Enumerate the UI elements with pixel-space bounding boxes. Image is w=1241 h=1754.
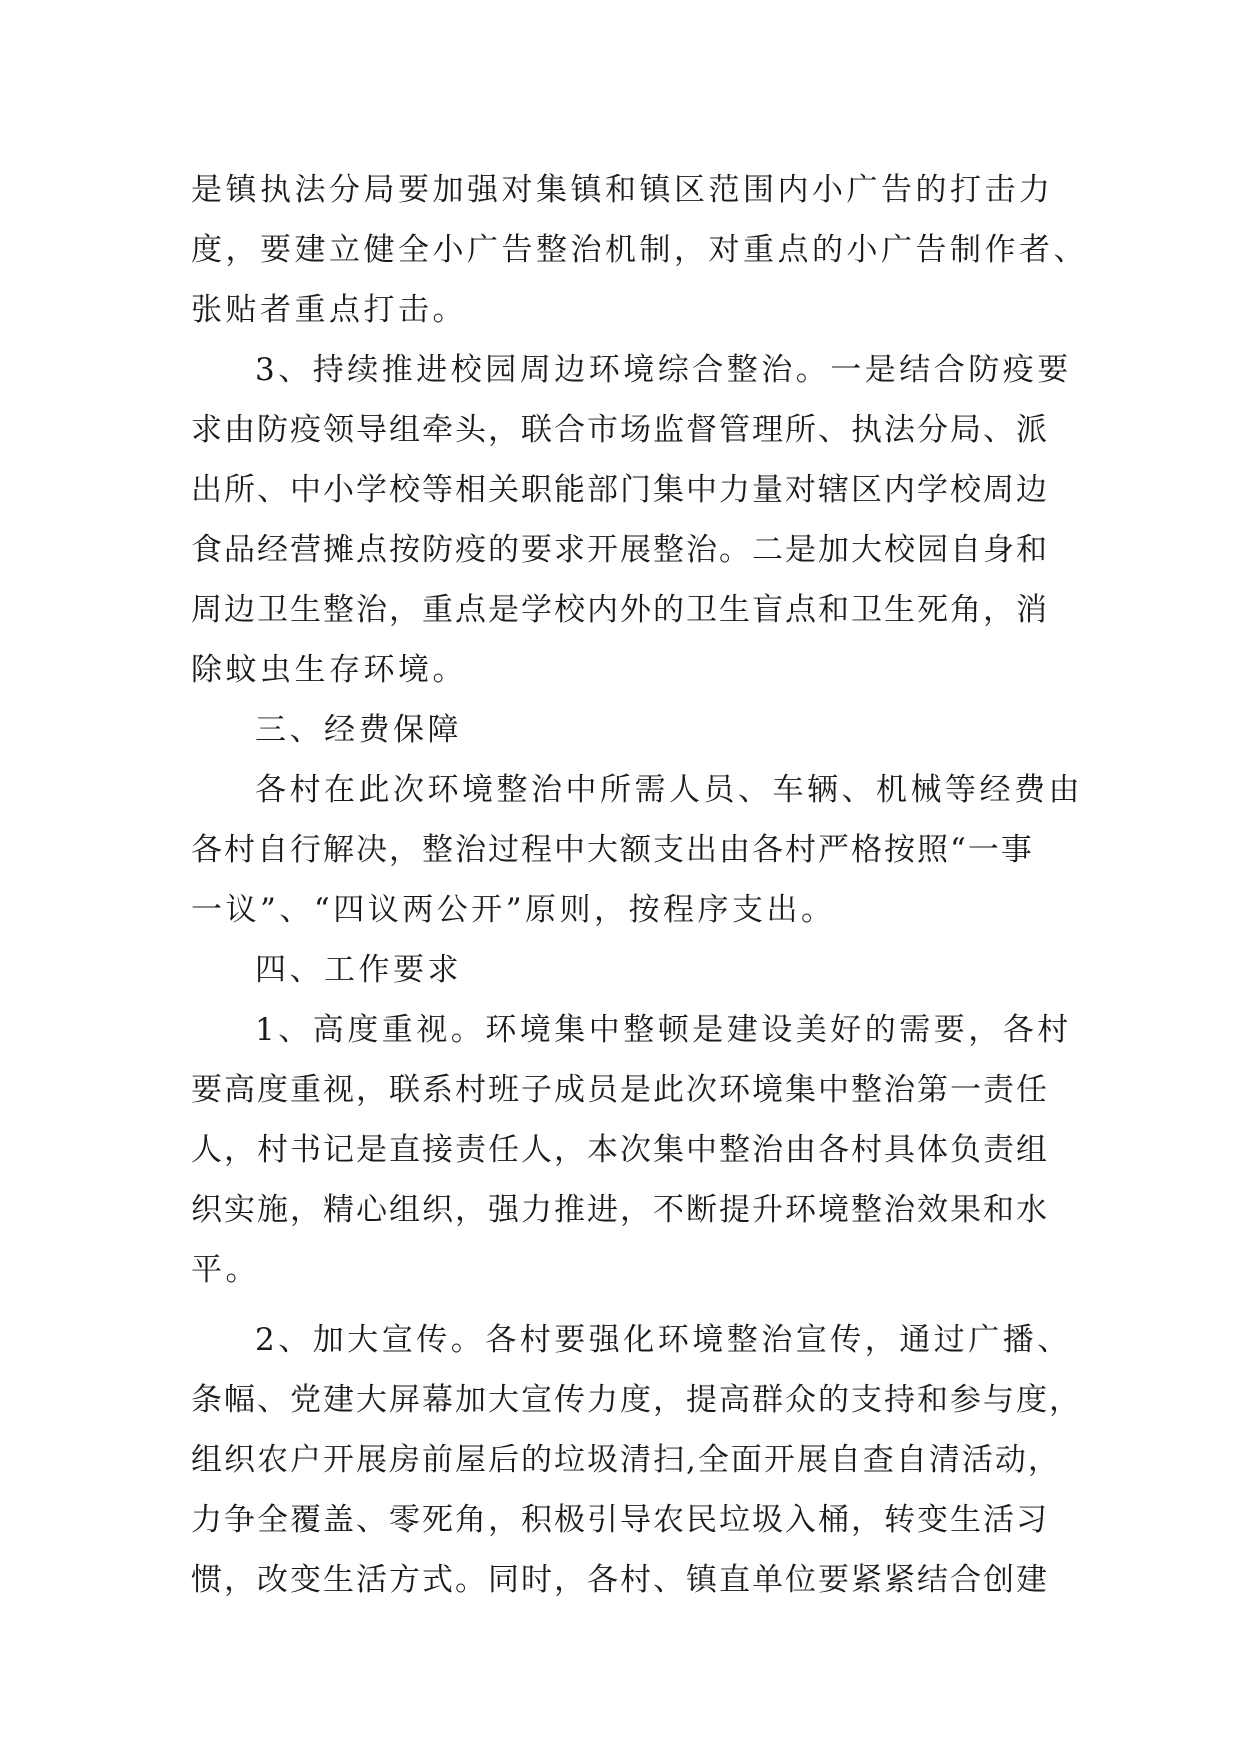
text-line: 各村自行解决，整治过程中大额支出由各村严格按照“一事 [191,832,1034,868]
text-line: 一议”、“四议两公开”原则，按程序支出。 [191,892,836,928]
paragraph-start-line: 各村在此次环境整治中所需人员、车辆、机械等经费由 [255,772,1083,808]
text-line: 张贴者重点打击。 [191,292,467,328]
text-line: 人，村书记是直接责任人，本次集中整治由各村具体负责组 [191,1132,1049,1168]
text-line: 惯，改变生活方式。同时，各村、镇直单位要紧紧结合创建 [191,1562,1049,1598]
text-line: 织实施，精心组织，强力推进，不断提升环境整治效果和水 [191,1192,1049,1228]
text-line: 条幅、党建大屏幕加大宣传力度，提高群众的支持和参与度， [191,1382,1082,1418]
paragraph-gap [191,1300,1071,1310]
text-line: 周边卫生整治，重点是学校内外的卫生盲点和卫生死角，消 [191,592,1049,628]
text-line: 组织农户开展房前屋后的垃圾清扫,全面开展自查自清活动， [191,1442,1061,1478]
text-line: 出所、中小学校等相关职能部门集中力量对辖区内学校周边 [191,472,1049,508]
paragraph-start-line: 2、加大宣传。各村要强化环境整治宣传，通过广播、 [255,1322,1072,1358]
document-body [191,160,1088,1610]
text-line: 平。 [191,1252,260,1288]
text-line: 除蚊虫生存环境。 [191,652,467,688]
text-line: 是镇执法分局要加强对集镇和镇区范围内小广告的打击力 [191,172,1054,208]
text-line: 度，要建立健全小广告整治机制，对重点的小广告制作者、 [191,232,1088,268]
paragraph-start-line: 1、高度重视。环境集中整顿是建设美好的需要，各村 [255,1012,1072,1048]
paragraph-start-line: 3、持续推进校园周边环境综合整治。一是结合防疫要 [255,352,1072,388]
text-line: 求由防疫领导组牵头，联合市场监督管理所、执法分局、派 [191,412,1049,448]
text-line: 力争全覆盖、零死角，积极引导农民垃圾入桶，转变生活习 [191,1502,1049,1538]
text-line: 要高度重视，联系村班子成员是此次环境集中整治第一责任 [191,1072,1049,1108]
section-heading: 三、经费保障 [255,712,462,748]
section-heading: 四、工作要求 [255,952,462,988]
text-line: 食品经营摊点按防疫的要求开展整治。二是加大校园自身和 [191,532,1049,568]
